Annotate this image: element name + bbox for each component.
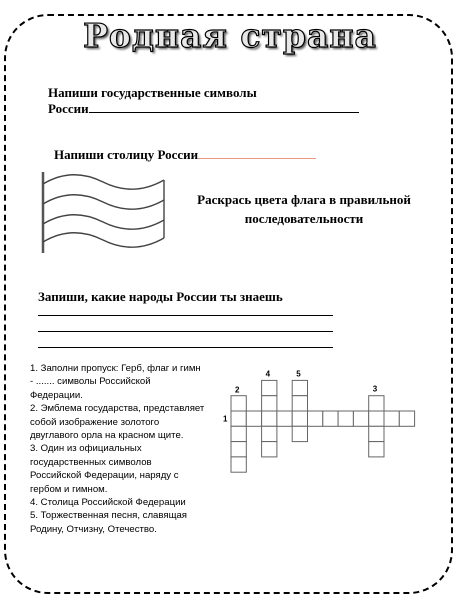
clue-1: 1. Заполни пропуск: Герб, флаг и гимн - ....... символы Российской Федерации. [30,363,201,401]
task-symbols-text2: России [48,101,89,116]
page-title: Родная страна [83,16,377,55]
task-flag-line2: последовательности [244,211,364,226]
crossword-number: 2 [235,385,240,395]
clue-2: 2. Эмблема государства, представляет собой изображение золотого двуглавого орла на красном щите. [30,403,205,442]
crossword-cell[interactable] [262,380,277,395]
crossword-cell[interactable] [231,442,246,457]
crossword-cell[interactable] [369,396,384,411]
crossword-cell[interactable] [262,426,277,441]
task-peoples-text: Запиши, какие народы России ты знаешь [38,289,283,304]
crossword-cell[interactable] [262,396,277,411]
crossword-cell[interactable] [369,442,384,457]
crossword-cell[interactable] [369,426,384,441]
crossword-number: 5 [296,369,301,379]
crossword-number: 1 [223,414,228,424]
crossword-cell[interactable] [231,396,246,411]
crossword-cell[interactable] [353,411,368,426]
clue-5: 5. Торжественная песня, славящая Родину, Отчизну, Отечество. [30,510,187,535]
crossword-cell[interactable] [246,411,261,426]
crossword-cell[interactable] [231,457,246,472]
task-capital-text: Напиши столицу России [54,147,199,162]
task-flag-line1: Раскрась цвета флага в правильной [197,192,411,207]
crossword-cell[interactable] [277,411,292,426]
clue-3: 3. Один из официальных государственных символов Российской Федерации, наряду с гербом и гимном. [30,443,179,495]
crossword-cell[interactable] [308,411,323,426]
crossword-cell[interactable] [369,411,384,426]
crossword-cell[interactable] [262,442,277,457]
crossword-cell[interactable] [262,411,277,426]
crossword-cell[interactable] [399,411,414,426]
crossword-number: 4 [265,369,271,379]
crossword-cell[interactable] [231,426,246,441]
crossword-cell[interactable] [384,411,399,426]
crossword-cell[interactable] [292,411,307,426]
crossword-number: 3 [372,384,378,394]
task-symbols-text: Напиши государственные символы [48,85,257,100]
crossword-cell[interactable] [292,380,307,395]
crossword-cell[interactable] [292,426,307,441]
crossword-cell[interactable] [338,411,353,426]
crossword-cell[interactable] [323,411,338,426]
crossword-cell[interactable] [292,396,307,411]
clue-4: 4. Столица Российской Федерации [30,497,186,509]
crossword-cell[interactable] [231,411,246,426]
